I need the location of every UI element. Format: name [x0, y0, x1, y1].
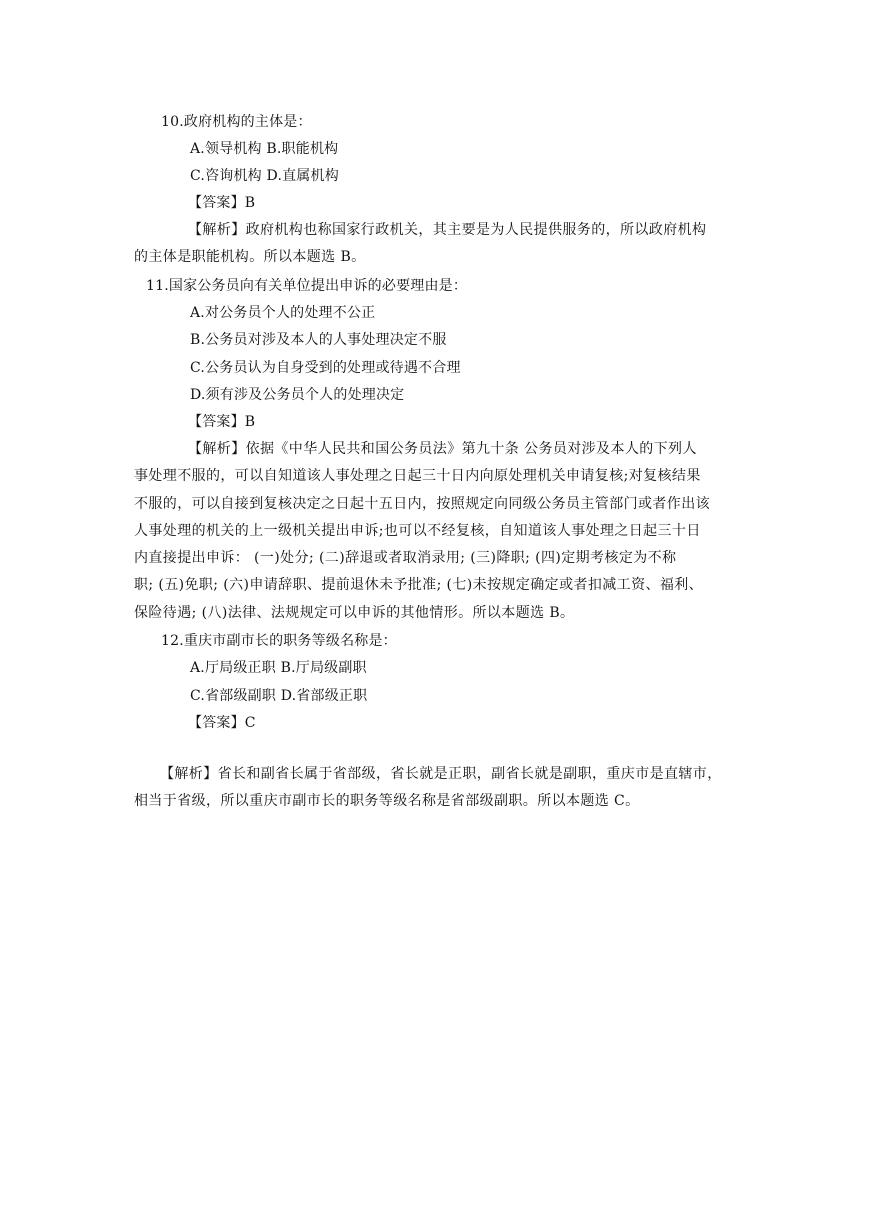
question-10-analysis: [134, 217, 779, 272]
question-11-analysis-line: 事处理不服的，可以自知道该人事处理之日起三十日内向原处理机关申请复核;对复核结果: [134, 468, 701, 485]
question-12-analysis-line: 相当于省级，所以重庆市副市长的职务等级名称是省部级副职。所以本题选 C。: [134, 793, 640, 810]
question-10-answer: 【答案】B: [188, 195, 256, 211]
question-10-options-cd: C.咨询机构 D.直属机构: [190, 168, 339, 184]
question-11-option-d: D.须有涉及公务员个人的处理决定: [190, 387, 405, 403]
question-12: 12.重庆市副市长的职务等级名称是：: [161, 633, 397, 649]
question-12-options-ab: A.厅局级正职 B.厅局级副职: [190, 660, 367, 676]
question-10: 10.政府机构的主体是：: [161, 114, 312, 130]
question-11-analysis-line: 职; (五)免职; (六)申请辞职、提前退休未予批准; (七)未按规定确定或者扣减工资、福利、: [134, 577, 704, 594]
question-12-analysis: [134, 761, 779, 816]
question-11-option-b: B.公务员对涉及本人的人事处理决定不服: [190, 332, 447, 348]
question-10-analysis-line: 的主体是职能机构。所以本题选 B。: [134, 249, 366, 266]
question-11-analysis: [134, 436, 779, 627]
question-11-analysis-line: 内直接提出申诉： (一)处分; (二)辞退或者取消录用; (三)降职; (四)定期考核定为不称: [134, 550, 677, 567]
question-10-analysis-line: 【解析】政府机构也称国家行政机关，其主要是为人民提供服务的，所以政府机构: [188, 222, 707, 238]
question-11-analysis-line: 人事处理的机关的上一级机关提出申诉;也可以不经复核，自知道该人事处理之日起三十日: [134, 522, 701, 539]
question-11-analysis-line: 不服的，可以自接到复核决定之日起十五日内，按照规定向同级公务员主管部门或者作出该: [134, 495, 710, 512]
question-11-answer: 【答案】B: [188, 414, 256, 430]
question-12-options-cd: C.省部级副职 D.省部级正职: [190, 688, 368, 704]
question-11-analysis-line: 保险待遇; (八)法律、法规规定可以申诉的其他情形。所以本题选 B。: [134, 604, 575, 621]
question-12-analysis-line: 【解析】省长和副省长属于省部级，省长就是正职，副省长就是副职，重庆市是直辖市，: [160, 766, 722, 782]
question-12-answer: 【答案】C: [188, 715, 256, 731]
question-10-options-ab: A.领导机构 B.职能机构: [190, 141, 339, 157]
question-11-option-c: C.公务员认为自身受到的处理或待遇不合理: [190, 360, 461, 376]
question-11-analysis-line: 【解析】依据《中华人民共和国公务员法》第九十条 公务员对涉及本人的下列人: [188, 441, 697, 457]
question-11-option-a: A.对公务员个人的处理不公正: [190, 305, 376, 321]
question-11: 11.国家公务员向有关单位提出申诉的必要理由是：: [146, 278, 468, 294]
